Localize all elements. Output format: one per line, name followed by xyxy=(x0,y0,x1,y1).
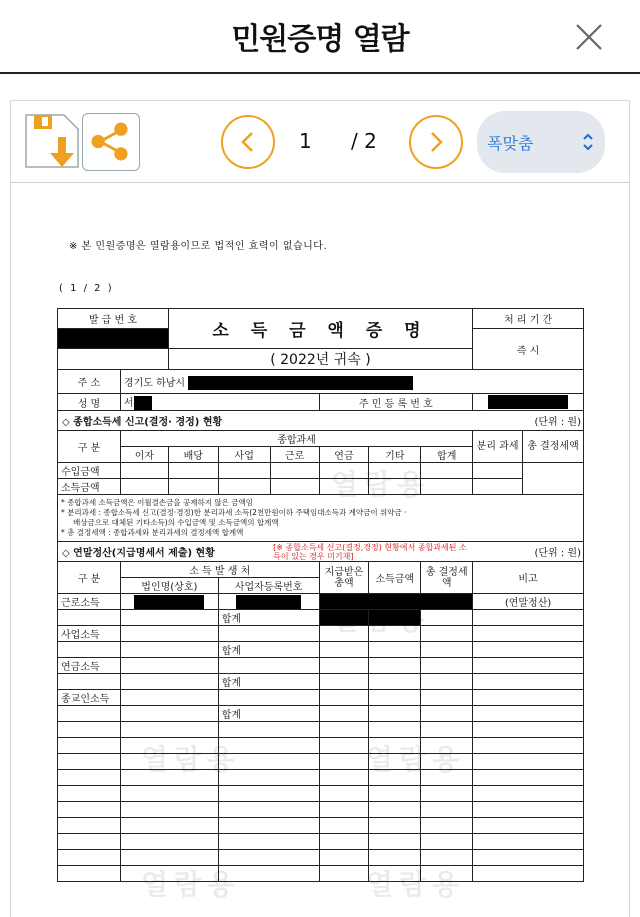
sub-col: 근로 xyxy=(270,447,319,463)
sub-col: 기타 xyxy=(369,447,421,463)
row-income-label: 수입금액 xyxy=(58,463,121,479)
period-value: 즉 시 xyxy=(473,329,584,370)
company-redacted xyxy=(134,595,204,609)
sum-label: 합계 xyxy=(218,706,319,722)
sub-col: 연금 xyxy=(319,447,369,463)
col-tax: 총 결정세액 xyxy=(421,562,473,594)
col-gubun: 구 분 xyxy=(58,431,121,463)
unit-label: (단위 : 원) xyxy=(421,411,584,431)
prev-page-button[interactable] xyxy=(221,115,275,169)
sub-col: 합계 xyxy=(421,447,473,463)
col-remark: 비고 xyxy=(473,562,584,594)
sum-label: 합계 xyxy=(218,674,319,690)
page-title: 민원증명 열람 xyxy=(231,22,409,57)
close-icon[interactable] xyxy=(572,20,606,54)
col-gubun-2: 구 분 xyxy=(58,562,121,594)
chevron-updown-icon xyxy=(581,131,595,153)
document-viewer xyxy=(10,100,630,917)
page-indicator: ( 1 / 2 ) xyxy=(59,283,114,294)
amounts-redacted xyxy=(319,594,473,610)
sum-label: 합계 xyxy=(218,642,319,658)
note-2: * 분리과세 : 종합소득세 신고(결정·경정)한 분리과세 소득(2천만원이하 주택임대소득과 계약금이 위약금 · xyxy=(61,508,407,517)
bizno-redacted xyxy=(236,595,301,609)
watermark: 열람용 xyxy=(366,868,466,901)
rrn-redacted xyxy=(488,395,568,409)
current-page: 1 xyxy=(299,129,312,153)
remark-value: (연말정산) xyxy=(473,594,584,610)
share-button[interactable] xyxy=(82,113,140,171)
sub-col: 사업 xyxy=(218,447,270,463)
section1-title: ◇ 종합소득세 신고(결정· 경정) 현황 xyxy=(58,411,421,431)
row-religious-label: 종교인소득 xyxy=(58,690,121,706)
watermark: 열람용 xyxy=(366,743,466,776)
watermark: 열람용 xyxy=(141,868,241,901)
row-labor-label: 근로소득 xyxy=(58,594,121,610)
viewer-toolbar xyxy=(11,101,629,183)
name-value: 서 xyxy=(123,398,134,409)
col-source: 소 득 발 생 처 xyxy=(120,562,319,578)
share-icon xyxy=(83,114,138,169)
col-bizno: 사업자등록번호 xyxy=(218,578,319,594)
row-gain-label: 소득금액 xyxy=(58,479,121,495)
col-company: 법인명(상호) xyxy=(120,578,218,594)
col-separate: 분리 과세 xyxy=(473,431,523,463)
col-comprehensive: 종합과세 xyxy=(120,431,472,447)
notice-text: ※ 본 민원증명은 열람용이므로 법적인 효력이 없습니다. xyxy=(69,241,328,252)
note-1: * 종합과세 소득금액은 이월결손금을 공제하지 않은 금액임 xyxy=(61,498,253,507)
issue-no-label: 발 급 번 호 xyxy=(58,309,169,329)
sum-label: 합계 xyxy=(218,610,319,626)
section2-title: ◇ 연말정산(지급명세서 제출) 현황 xyxy=(58,542,271,562)
issue-no-redacted xyxy=(58,329,169,349)
row-business-label: 사업소득 xyxy=(58,626,121,642)
form-title: 소 득 금 액 증 명 xyxy=(168,309,472,349)
unit-label-2: (단위 : 원) xyxy=(473,542,584,562)
watermark: 열람용 xyxy=(331,468,431,501)
note-3: * 총 결정세액 : 종합과세와 분리과세의 결정세액 합계액 xyxy=(61,528,244,537)
section2-warning: [※ 종합소득세 신고(결정,경정) 현황에서 종합과세된 소득이 있는 경우 미기재] xyxy=(270,542,472,562)
total-pages: / 2 xyxy=(351,129,377,153)
col-total-tax: 총 결정세액 xyxy=(523,431,584,463)
chevron-left-icon xyxy=(223,117,273,167)
name-label: 성 명 xyxy=(58,394,121,411)
income-certificate-form xyxy=(57,308,584,882)
zoom-label: 폭맞춤 xyxy=(487,134,534,153)
row-pension-label: 연금소득 xyxy=(58,658,121,674)
next-page-button[interactable] xyxy=(409,115,463,169)
watermark: 열람용 xyxy=(141,743,241,776)
col-paid: 지급받은 총액 xyxy=(319,562,369,594)
year-label: ( 2022년 귀속 ) xyxy=(168,349,472,370)
rrn-label: 주 민 등 록 번 호 xyxy=(319,394,473,411)
address-value: 경기도 하남시 xyxy=(123,377,186,389)
col-gain-amt: 소득금액 xyxy=(369,562,421,594)
zoom-select[interactable] xyxy=(477,111,605,173)
app-header xyxy=(0,0,640,74)
save-pdf-icon[interactable] xyxy=(24,113,80,171)
note-2b: 배상금으로 대체된 기타소득)의 수입금액 및 소득금액의 합계액 xyxy=(73,518,279,527)
sub-col: 배당 xyxy=(168,447,218,463)
period-label: 처 리 기 간 xyxy=(473,309,584,329)
address-redacted xyxy=(188,376,413,390)
chevron-right-icon xyxy=(411,117,461,167)
document-page xyxy=(11,183,629,917)
name-redacted xyxy=(134,396,152,410)
sub-col: 이자 xyxy=(120,447,168,463)
address-label: 주 소 xyxy=(58,370,121,394)
